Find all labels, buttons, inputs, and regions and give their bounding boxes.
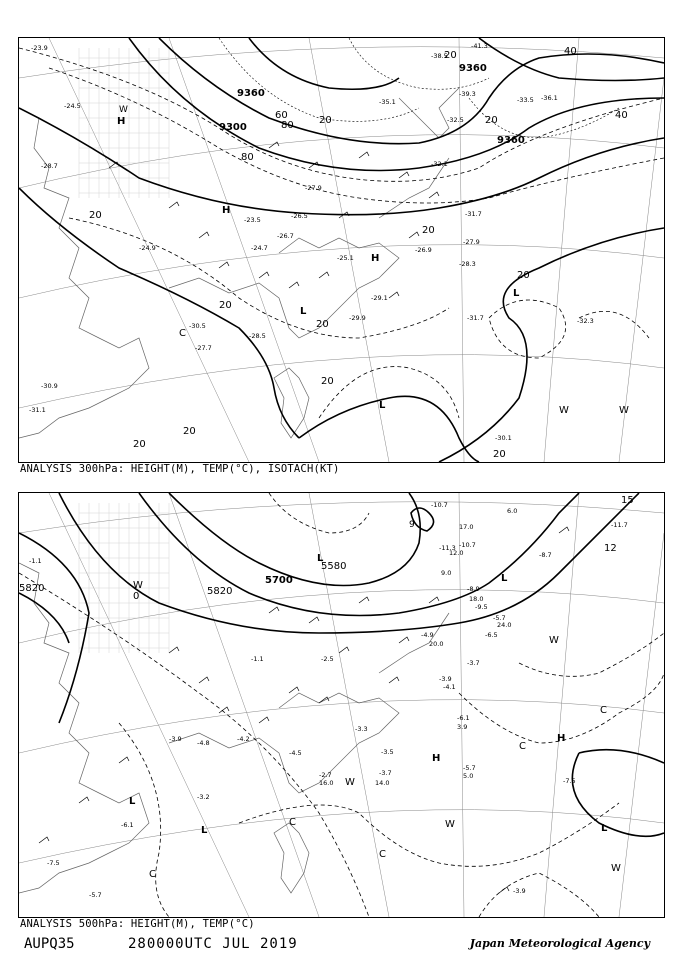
temp-value: -32.5	[447, 116, 464, 124]
analysis-time: 280000UTC JUL 2019	[128, 936, 298, 952]
high-center: H	[432, 753, 441, 764]
chart-500hpa	[18, 492, 665, 918]
low-center: L	[201, 825, 208, 836]
temp-value: -7.5	[47, 859, 60, 867]
map-300hpa	[19, 38, 664, 462]
caption-500hpa: ANALYSIS 500hPa: HEIGHT(M), TEMP(°C)	[20, 918, 255, 930]
temp-value: -32.3	[577, 317, 594, 325]
temp-value: 18.0	[469, 595, 484, 603]
temp-value: -32.1	[431, 160, 448, 168]
temp-value: -6.5	[485, 631, 498, 639]
temp-value: 3.9	[457, 723, 468, 731]
temp-value: -38.5	[431, 52, 448, 60]
warm-center: W	[119, 105, 128, 115]
temp-value: 20.0	[429, 640, 444, 648]
height-label: 9360	[237, 88, 265, 99]
temp-value: -4.5	[289, 749, 302, 757]
temp-value: 14.0	[375, 779, 390, 787]
temp-value: -1.1	[251, 655, 264, 663]
agency-name: Japan Meteorological Agency	[469, 937, 650, 950]
height-label: 5580	[321, 561, 347, 572]
temp-value: -30.9	[41, 382, 58, 390]
temp-value: -30.5	[189, 322, 206, 330]
temp-value: -29.9	[349, 314, 366, 322]
temp-value: -36.1	[541, 94, 558, 102]
cold-center: C	[379, 849, 386, 860]
isotach-label: 20	[316, 319, 329, 330]
low-center: L	[513, 288, 520, 299]
height-label: 5820	[19, 583, 45, 594]
height-label: 9360	[459, 63, 487, 74]
temp-value: -27.9	[305, 184, 322, 192]
warm-center: W	[549, 635, 559, 646]
temp-value: -24.9	[139, 244, 156, 252]
height-label: 12	[604, 543, 617, 554]
high-center: H	[222, 205, 231, 216]
temp-value: -11.7	[611, 521, 628, 529]
temp-value: -35.1	[379, 98, 396, 106]
temp-value: -4.1	[443, 683, 456, 691]
low-center: L	[379, 400, 386, 411]
temp-value: -11.3	[439, 544, 456, 552]
temp-value: -9.5	[475, 603, 488, 611]
height-label: 15	[621, 495, 634, 506]
temp-value: -26.9	[415, 246, 432, 254]
temp-value: -10.7	[431, 501, 448, 509]
warm-center: W	[611, 863, 621, 874]
low-center: L	[300, 306, 307, 317]
low-center: L	[601, 823, 608, 834]
high-center: H	[557, 733, 566, 744]
isotach-label: 20	[219, 300, 232, 311]
temp-value: -25.1	[337, 254, 354, 262]
low-center: L	[317, 553, 324, 564]
low-center: L	[129, 796, 136, 807]
temp-value: -31.7	[467, 314, 484, 322]
isotach-label: 20	[444, 50, 457, 61]
temp-value: 17.0	[459, 523, 474, 531]
isotach-label: 20	[183, 426, 196, 437]
cold-center: C	[289, 817, 296, 828]
chart-300hpa	[18, 37, 665, 463]
temp-value: -6.1	[121, 821, 134, 829]
warm-center: W	[619, 405, 629, 416]
temp-value: -26.7	[277, 232, 294, 240]
temp-value: -2.5	[321, 655, 334, 663]
temp-value: -28.3	[459, 260, 476, 268]
temp-value: -3.9	[169, 735, 182, 743]
hatching	[79, 503, 169, 653]
caption-300hpa: ANALYSIS 300hPa: HEIGHT(M), TEMP(°C), ISOTACH(KT)	[20, 463, 340, 475]
temp-value: 16.0	[319, 779, 334, 787]
temp-value: -5.7	[89, 891, 102, 899]
temp-value: -6.1	[457, 714, 470, 722]
temp-value: -28.7	[41, 162, 58, 170]
warm-center: W	[559, 405, 569, 416]
isotach-label: 80	[241, 152, 254, 163]
height-label: 9300	[219, 122, 247, 133]
isotach-label: 20	[422, 225, 435, 236]
isotach-label: 20	[89, 210, 102, 221]
isotach-label: 20	[133, 439, 146, 450]
temp-value: -41.3	[471, 42, 488, 50]
warm-center: W	[133, 580, 143, 591]
isotach-label: 20	[319, 115, 332, 126]
height-label: 9	[409, 520, 415, 530]
cold-center: C	[149, 869, 156, 880]
temp-value: -7.5	[563, 777, 576, 785]
temp-value: 6.0	[507, 507, 518, 515]
temp-value: -5.7	[493, 614, 506, 622]
high-center: H	[117, 116, 126, 127]
temp-value: -27.7	[195, 344, 212, 352]
cold-center: C	[519, 741, 526, 752]
height-contours	[19, 38, 664, 462]
temp-value: -28.5	[249, 332, 266, 340]
temp-value: -30.1	[495, 434, 512, 442]
temp-value: 9.0	[441, 569, 452, 577]
temp-value: -5.7	[463, 764, 476, 772]
isotach-label: 20	[485, 115, 498, 126]
temp-value: -31.1	[29, 406, 46, 414]
temp-value: -23.5	[244, 216, 261, 224]
temp-value: -1.1	[29, 557, 42, 565]
temp-value: -3.3	[355, 725, 368, 733]
temp-value: -2.7	[319, 771, 332, 779]
height-label: 0	[133, 591, 140, 602]
temp-value: -4.8	[197, 739, 210, 747]
map-500hpa	[19, 493, 664, 917]
low-center: L	[501, 573, 508, 584]
temp-value: -3.7	[379, 769, 392, 777]
temp-value: -3.2	[197, 793, 210, 801]
temp-value: -29.1	[371, 294, 388, 302]
temp-value: -10.7	[459, 541, 476, 549]
isotherms	[19, 493, 664, 917]
height-label: 5700	[265, 575, 293, 586]
temp-value: -39.3	[459, 90, 476, 98]
isotach-label: 20	[493, 449, 506, 460]
graticule	[19, 38, 664, 462]
chart-code: AUPQ35	[24, 936, 75, 952]
temp-value: -8.9	[467, 585, 480, 593]
graticule	[19, 493, 664, 917]
temp-value: -24.5	[64, 102, 81, 110]
temp-value: -23.9	[31, 44, 48, 52]
temp-value: -31.7	[465, 210, 482, 218]
temp-value: -33.5	[517, 96, 534, 104]
temp-value: 12.0	[449, 549, 464, 557]
isotach-label: 40	[564, 46, 577, 57]
isotach-label: 20	[517, 270, 530, 281]
warm-center: W	[445, 819, 455, 830]
temp-value: -27.9	[463, 238, 480, 246]
wind-barbs	[109, 142, 439, 298]
temp-value: -8.7	[539, 551, 552, 559]
height-label: 5820	[207, 586, 233, 597]
cold-center: C	[179, 328, 186, 339]
isotherms	[219, 38, 619, 138]
temp-value: -3.7	[467, 659, 480, 667]
temp-value: -3.5	[381, 748, 394, 756]
cold-center: C	[600, 705, 607, 716]
temp-value: -4.2	[237, 735, 250, 743]
temp-value: -26.5	[291, 212, 308, 220]
temp-value: 5.0	[463, 772, 474, 780]
height-label: 9360	[497, 135, 525, 146]
temp-value: -3.9	[513, 887, 526, 895]
isotach-label: 60	[275, 110, 288, 121]
isotach-label: 20	[321, 376, 334, 387]
isotach-label: 80	[281, 120, 294, 131]
temp-value: -24.7	[251, 244, 268, 252]
temp-value: -4.9	[421, 631, 434, 639]
temp-value: -3.9	[439, 675, 452, 683]
isotachs	[19, 48, 664, 418]
high-center: H	[371, 253, 380, 264]
warm-center: W	[345, 777, 355, 788]
isotach-label: 40	[615, 110, 628, 121]
temp-value: 24.0	[497, 621, 512, 629]
